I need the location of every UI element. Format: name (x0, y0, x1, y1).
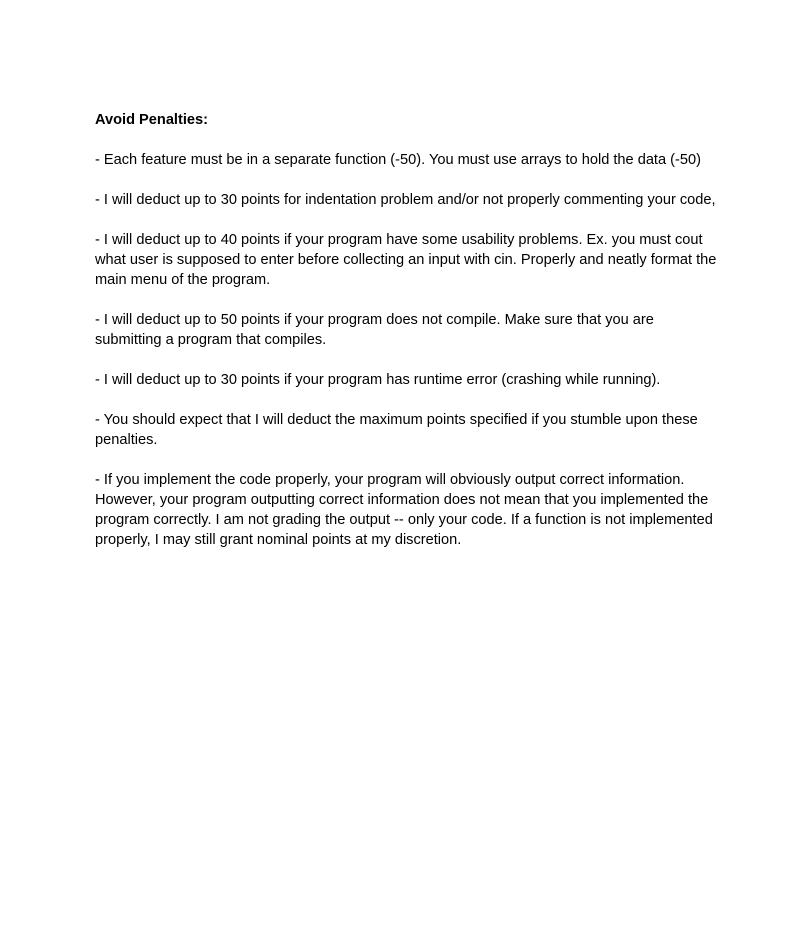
penalty-paragraph-runtime (95, 370, 740, 390)
text-line: submitting a program that compiles. (95, 332, 327, 348)
text-line: - I will deduct up to 40 points if your program have some usability problems. Ex. you must cout (95, 232, 703, 248)
penalty-paragraph-maximum (95, 410, 740, 450)
penalty-paragraph-compile (95, 310, 740, 350)
text-line: main menu of the program. (95, 272, 271, 288)
text-line: what user is supposed to enter before collecting an input with cin. Properly and neatly format the (95, 252, 717, 268)
text-line: properly, I may still grant nominal points at my discretion. (95, 532, 462, 548)
text-line: program correctly. I am not grading the output -- only your code. If a function is not implemented (95, 512, 713, 528)
penalty-paragraph-grading (95, 470, 740, 550)
text-line: - If you implement the code properly, your program will obviously output correct information. (95, 472, 685, 488)
section-heading: Avoid Penalties: (95, 112, 208, 128)
text-line: - You should expect that I will deduct the maximum points specified if you stumble upon these (95, 412, 698, 428)
penalty-paragraph-functions (95, 150, 740, 170)
text-line: - I will deduct up to 30 points for indentation problem and/or not properly commenting your code, (95, 192, 716, 208)
text-line: - I will deduct up to 50 points if your program does not compile. Make sure that you are (95, 312, 654, 328)
penalty-paragraph-usability (95, 230, 740, 290)
text-line: - Each feature must be in a separate function (-50). You must use arrays to hold the data (-50) (95, 152, 701, 168)
text-line: penalties. (95, 432, 158, 448)
penalty-paragraph-indentation (95, 190, 740, 210)
document-content (95, 110, 740, 570)
text-line: - I will deduct up to 30 points if your program has runtime error (crashing while running). (95, 372, 661, 388)
text-line: However, your program outputting correct information does not mean that you implemented the (95, 492, 709, 508)
